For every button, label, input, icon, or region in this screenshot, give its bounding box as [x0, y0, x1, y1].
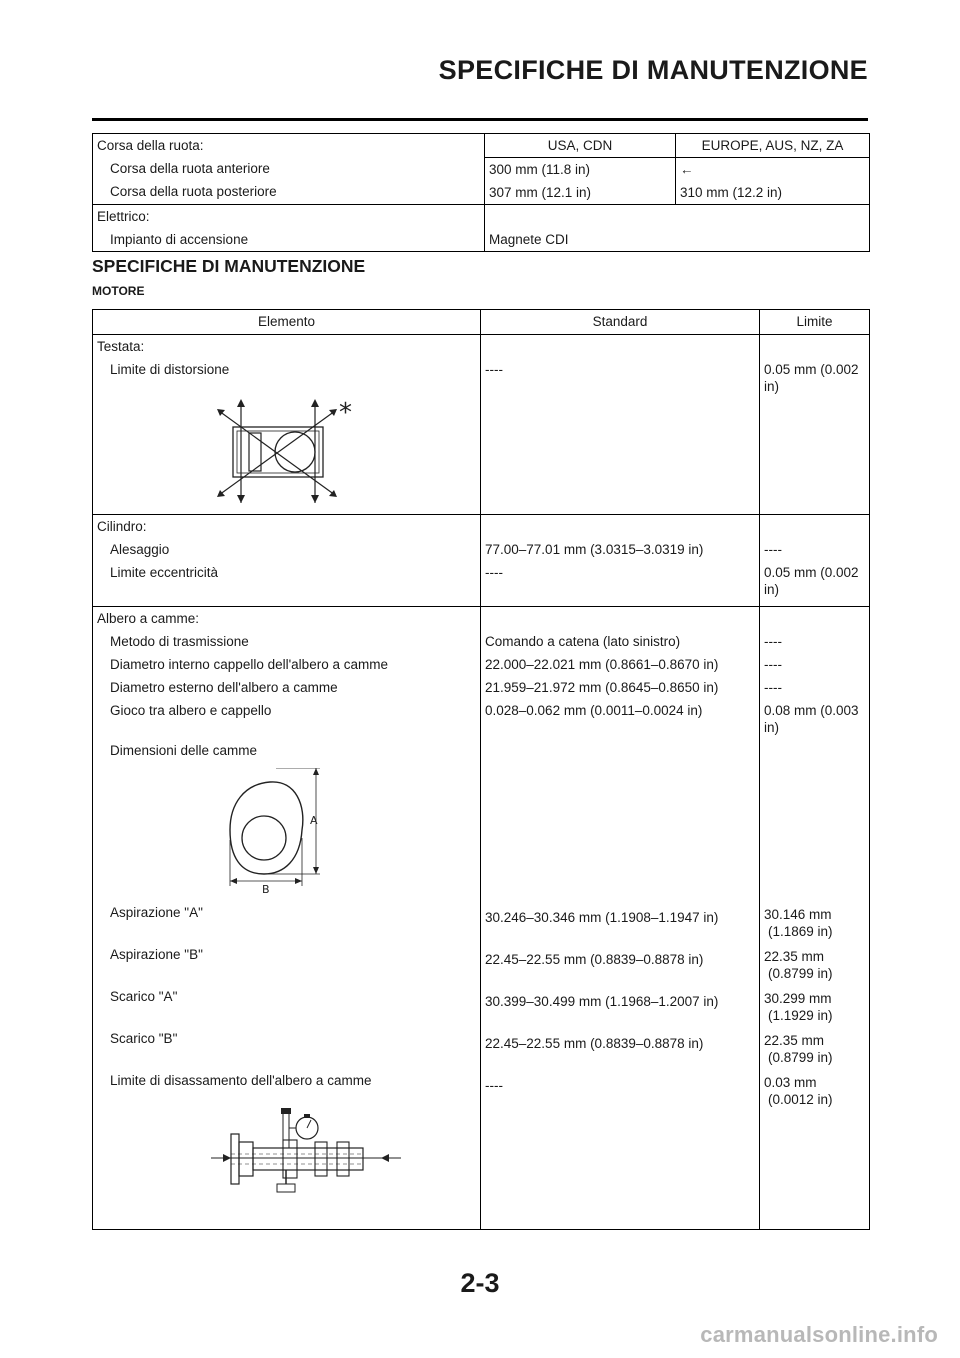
- cam-std-cell: [481, 607, 760, 1230]
- exhaust-a-limit-1: 30.299 mm: [764, 991, 832, 1006]
- cyl-limit-cell: [760, 515, 870, 607]
- wheel-travel-table: [92, 133, 870, 252]
- header-standard: Standard: [481, 310, 760, 335]
- cyl-item-cell: [93, 515, 481, 607]
- eu-column-header: EUROPE, AUS, NZ, ZA: [676, 134, 869, 158]
- intake-a-limit-1: 30.146 mm: [764, 907, 832, 922]
- warp-label: Limite di distorsione: [110, 362, 230, 377]
- head-item-cell: [93, 335, 481, 515]
- ecc-label: Limite eccentricità: [110, 565, 219, 580]
- usa-cell: [485, 134, 676, 205]
- rear-travel-usa: 307 mm (12.1 in): [489, 185, 592, 200]
- rear-travel-label: Corsa della ruota posteriore: [110, 184, 277, 199]
- intake-b-std: 22.45–22.55 mm (0.8839–0.8878 in): [485, 952, 704, 967]
- drive-limit: ----: [764, 634, 782, 649]
- dim-label-a: A: [310, 814, 318, 827]
- cyl-std-cell: [481, 515, 760, 607]
- runout-label: Limite di disassamento dell'albero a camme: [110, 1073, 372, 1088]
- wheel-group-label: Corsa della ruota:: [97, 138, 204, 153]
- runout-diagram: [211, 1098, 401, 1198]
- intake-b-label: Aspirazione "B": [110, 947, 203, 962]
- front-travel-eu: ←: [680, 162, 694, 177]
- head-limit-cell: [760, 335, 870, 515]
- ecc-limit: 0.05 mm (0.002 in): [764, 565, 859, 597]
- usa-column-header: USA, CDN: [485, 134, 675, 158]
- drive-std: Comando a catena (lato sinistro): [485, 634, 681, 649]
- page-number: 2-3: [460, 1268, 500, 1298]
- exhaust-a-label: Scarico "A": [110, 989, 178, 1004]
- cam-od-label: Diametro esterno dell'albero a camme: [110, 680, 338, 695]
- clearance-label: Gioco tra albero e cappello: [110, 703, 272, 718]
- runout-limit-1: 0.03 mm: [764, 1075, 817, 1090]
- page-title: SPECIFICHE DI MANUTENZIONE: [438, 55, 868, 85]
- cam-group-label: Albero a camme:: [97, 611, 200, 626]
- wheel-label-cell: [93, 134, 485, 205]
- ecc-std: ----: [485, 565, 503, 580]
- intake-b-limit-2: (0.8799 in): [768, 966, 833, 981]
- cap-id-std: 22.000–22.021 mm (0.8661–0.8670 in): [485, 657, 719, 672]
- cam-od-limit: ----: [764, 680, 782, 695]
- cyl-group-label: Cilindro:: [97, 519, 147, 534]
- section-title: SPECIFICHE DI MANUTENZIONE: [92, 256, 366, 276]
- bore-limit: ----: [764, 542, 782, 557]
- svg-text:*: *: [339, 399, 352, 428]
- lobe-label: Dimensioni delle camme: [110, 743, 258, 758]
- drive-label: Metodo di trasmissione: [110, 634, 249, 649]
- intake-a-limit-2: (1.1869 in): [768, 924, 833, 939]
- front-travel-label: Corsa della ruota anteriore: [110, 161, 270, 176]
- exhaust-a-std: 30.399–30.499 mm (1.1968–1.2007 in): [485, 994, 719, 1009]
- electric-label-cell: [93, 205, 485, 252]
- exhaust-a-limit-2: (1.1929 in): [768, 1008, 833, 1023]
- cap-id-label: Diametro interno cappello dell'albero a camme: [110, 657, 388, 672]
- section-subtitle: MOTORE: [92, 284, 145, 298]
- runout-limit-2: (0.0012 in): [768, 1092, 833, 1107]
- cap-id-limit: ----: [764, 657, 782, 672]
- intake-b-limit-1: 22.35 mm: [764, 949, 825, 964]
- header-item: Elemento: [93, 310, 481, 335]
- cam-lobe-diagram: [226, 768, 356, 893]
- bore-std: 77.00–77.01 mm (3.0315–3.0319 in): [485, 542, 704, 557]
- warp-std: ----: [485, 362, 503, 377]
- clearance-limit: 0.08 mm (0.003 in): [764, 703, 859, 735]
- header-limit: Limite: [760, 310, 870, 335]
- intake-a-label: Aspirazione "A": [110, 905, 203, 920]
- cam-item-cell: [93, 607, 481, 1230]
- clearance-std: 0.028–0.062 mm (0.0011–0.0024 in): [485, 703, 703, 718]
- runout-std: ----: [485, 1078, 503, 1093]
- watermark: carmanualsonline.info: [700, 1322, 938, 1347]
- intake-a-std: 30.246–30.346 mm (1.1908–1.1947 in): [485, 910, 719, 925]
- ignition-value: Magnete CDI: [489, 232, 569, 247]
- title-divider: [92, 118, 868, 121]
- rear-travel-eu: 310 mm (12.2 in): [680, 185, 783, 200]
- cam-limit-cell: [760, 607, 870, 1230]
- head-group-label: Testata:: [97, 339, 145, 354]
- warpage-diagram: [211, 399, 371, 503]
- exhaust-b-limit-1: 22.35 mm: [764, 1033, 825, 1048]
- cam-od-std: 21.959–21.972 mm (0.8645–0.8650 in): [485, 680, 719, 695]
- engine-spec-table: [92, 309, 870, 1230]
- electric-group-label: Elettrico:: [97, 209, 150, 224]
- exhaust-b-std: 22.45–22.55 mm (0.8839–0.8878 in): [485, 1036, 704, 1051]
- exhaust-b-limit-2: (0.8799 in): [768, 1050, 833, 1065]
- exhaust-b-label: Scarico "B": [110, 1031, 178, 1046]
- bore-label: Alesaggio: [110, 542, 170, 557]
- warp-limit: 0.05 mm (0.002 in): [764, 362, 859, 394]
- eu-cell: [676, 134, 870, 205]
- dim-label-b: B: [262, 883, 270, 893]
- ignition-label: Impianto di accensione: [110, 232, 249, 247]
- head-std-cell: [481, 335, 760, 515]
- front-travel-usa: 300 mm (11.8 in): [489, 162, 591, 177]
- electric-value-cell: [485, 205, 870, 252]
